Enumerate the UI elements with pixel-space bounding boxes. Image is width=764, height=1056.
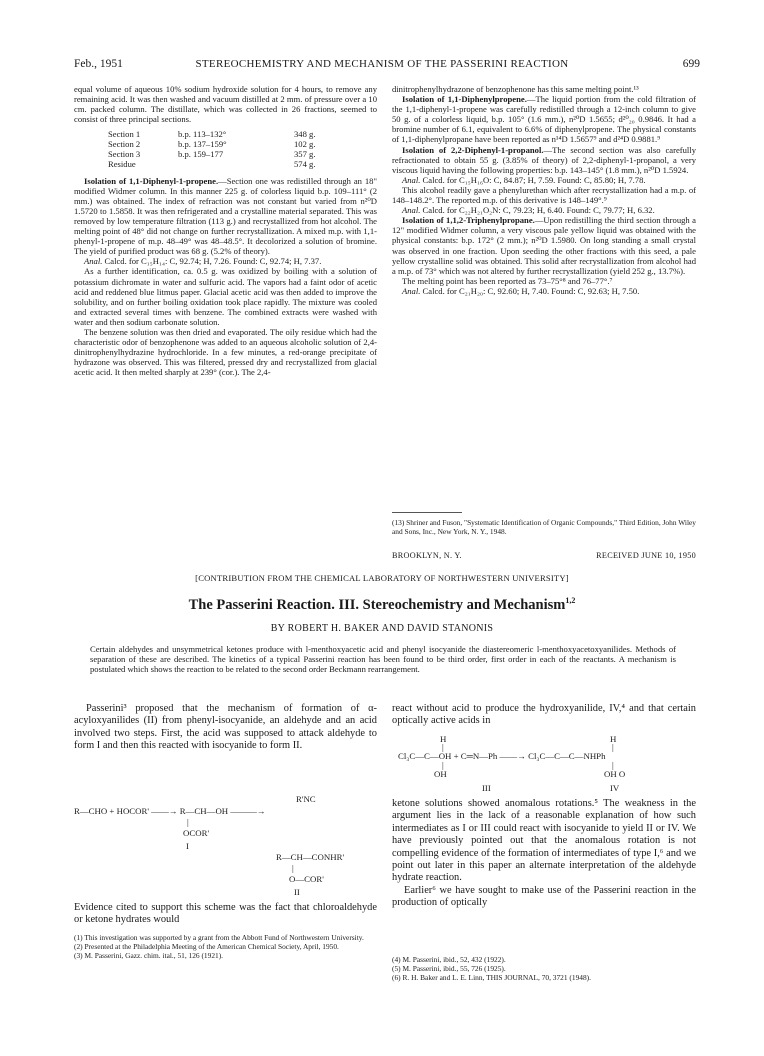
section-heading: Isolation of 2,2-Diphenyl-1-propanol. bbox=[402, 144, 544, 155]
footnote: (5) M. Passerini, ibid., 55, 726 (1925). bbox=[392, 964, 506, 973]
scheme2-bond: | bbox=[442, 760, 444, 770]
analysis-label: Anal. bbox=[84, 256, 103, 267]
paragraph: equal volume of aqueous 10% sodium hydroxide solution for 4 hours, to remove any remaining acid. It was then washed and vacuum distilled at 2 mm. of pressure over a 10 cm. packed column. The distillate, which was collected in 26 fractions, seemed to consist of three principal sections. bbox=[74, 84, 377, 125]
scheme2-label-III: III bbox=[482, 783, 491, 793]
footnote: (6) R. H. Baker and L. E. Linn, THIS JOURNAL, 70, 3721 (1948). bbox=[392, 973, 591, 982]
paragraph: dinitrophenylhydrazone of benzophenone has this same melting point.¹³ bbox=[392, 84, 639, 94]
footnotes-left bbox=[74, 933, 377, 960]
fraction-bp: b.p. 159–177 bbox=[178, 148, 224, 159]
scheme2-h-right: H bbox=[610, 734, 617, 744]
header-page-number: 699 bbox=[682, 58, 700, 70]
fraction-name: Section 1 bbox=[108, 129, 141, 140]
paragraph bbox=[74, 176, 377, 257]
article-title-footnote-marks: 1,2 bbox=[565, 596, 576, 605]
paragraph: Evidence cited to support this scheme was the fact that chloroaldehyde or ketone hydrates would bbox=[74, 902, 377, 926]
scheme2-h-left: H bbox=[440, 734, 447, 744]
scheme2-oh-left: OH bbox=[434, 769, 447, 779]
scheme2-bond: | bbox=[612, 742, 614, 752]
analysis bbox=[74, 256, 377, 266]
paragraph bbox=[392, 145, 696, 175]
scheme1-product-substituent: O—COR' bbox=[289, 874, 324, 884]
paragraph: ketone solutions showed anomalous rotations.⁵ The weakness in the argument lies in the lack of a reasonable explanation of how such intermediates as I or III could react with isocyanide to yield II or IV. We have previously pointed out that the anomalous rotation is not compelling evidence of the formation of intermediates of type I,⁶ and we point out later in this paper an alternate interpretation of the aldehyde hydrate reaction. bbox=[392, 798, 696, 884]
article-authors: BY ROBERT H. BAKER AND DAVID STANONIS bbox=[270, 623, 494, 634]
paragraph bbox=[392, 215, 696, 276]
fraction-name: Section 2 bbox=[108, 139, 141, 150]
footnote-13: (13) Shriner and Fuson, "Systematic Identification of Organic Compounds," Third Edition, John Wiley and Sons, Inc., New York, N. Y., 1948. bbox=[392, 518, 696, 536]
paragraph-text: —Upon redistilling the third section through a 12" modified Widmer column, a very viscous pale yellow liquid was obtained with the physical constants: b.p. 172° (2 mm.); n²⁰D 1.5980. On long standing a small crystal was observed in one fraction. Upon seeding the other fractions with this seed, a pale yellow crystalline solid was obtained. This solid after recrystallization from alcohol had a m.p. of 73° which was not altered by further recrystallization (yield 252 g., 13.7%). bbox=[392, 215, 696, 276]
scheme1-reagent: R'NC bbox=[296, 794, 316, 804]
table-row bbox=[108, 160, 315, 170]
header-running-title: STEREOCHEMISTRY AND MECHANISM OF THE PASSERINI REACTION bbox=[195, 58, 569, 70]
paragraph: Earlier⁶ we have sought to make use of the Passerini reaction in the production of optically bbox=[392, 884, 696, 909]
fraction-name: Residue bbox=[108, 158, 136, 169]
section-heading: Isolation of 1,1-Diphenylpropene. bbox=[402, 94, 527, 105]
paragraph: The melting point has been reported as 73–75°⁸ and 76–77°.⁷ bbox=[402, 275, 613, 286]
analysis bbox=[392, 205, 696, 215]
footnotes-right bbox=[392, 955, 696, 982]
paragraph-text: —The liquid portion from the cold filtration of the 1,1-diphenyl-1-propene was carefully redistilled through a 12-inch column to give 50 g. of a colorless liquid, b.p. 105° (1.6 mm.), n²⁰D 1.5655; d²⁰₂₀ 0.9846. It had a bromine number of 6.1, equivalent to 6.6% of diphenylpropene. The physical constants of 1,1-diphenylpropane have been reported as n¹⁴D 1.5657⁹ and d²⁴D 0.9881.⁹ bbox=[392, 94, 696, 145]
fractions-table bbox=[108, 130, 315, 169]
scheme1-substituent: OCOR' bbox=[183, 828, 210, 838]
analysis bbox=[392, 175, 696, 185]
scheme2-bond: | bbox=[442, 742, 444, 752]
footnote-divider bbox=[392, 512, 462, 513]
scheme1-bond: | bbox=[187, 817, 189, 827]
fraction-bp: b.p. 113–132° bbox=[178, 129, 227, 140]
scheme1-bond: | bbox=[292, 863, 294, 873]
analysis-text: Calcd. for C₁₅H₁₆O: C, 84.87; H, 7.59. Found: C, 85.80; H, 7.78. bbox=[420, 174, 646, 185]
fraction-mass: 102 g. bbox=[294, 139, 316, 150]
scheme1-equation: R—CHO + HOCOR' ——→ R—CH—OH ———→ bbox=[74, 806, 266, 816]
article-title bbox=[0, 596, 764, 614]
paragraph: As a further identification, ca. 0.5 g. was oxidized by boiling with a solution of potassium dichromate in water and sulfuric acid. The vapors had a faint odor of acetic acid and reddened blue litmus paper. Glacial acetic acid was then added to improve the solubility, and on further boiling oxidation took place rapidly. The mixture was cooled and extracted several times with benzene. The combined extracts were washed with water and then sodium carbonate solution. bbox=[74, 266, 377, 327]
fraction-mass: 348 g. bbox=[294, 129, 316, 140]
analysis-label: Anal. bbox=[402, 285, 421, 296]
left-body-2 bbox=[74, 902, 377, 927]
left-column-upper bbox=[74, 84, 377, 377]
right-body-2 bbox=[392, 798, 696, 910]
paragraph: Passerini³ proposed that the mechanism of formation of α-acyloxyanilides (II) from phenyl-isocyanide, an aldehyde and an acid involved two steps. First, the acid was supposed to attack aldehyde to form I and then this reacted with isocyanide to form II. bbox=[74, 703, 377, 752]
contribution-line: [CONTRIBUTION FROM THE CHEMICAL LABORATORY OF NORTHWESTERN UNIVERSITY] bbox=[195, 573, 569, 583]
scheme2-oh-right: OH O bbox=[604, 769, 626, 779]
scheme2-bond: | bbox=[612, 760, 614, 770]
fraction-bp bbox=[178, 160, 294, 170]
footnote: (1) This investigation was supported by a grant from the Abbott Fund of Northwestern University. bbox=[74, 933, 364, 942]
table-row bbox=[108, 150, 315, 160]
fraction-mass: 357 g. bbox=[294, 148, 316, 159]
paragraph: This alcohol readily gave a phenylurethan which after recrystallization had a m.p. of 148–148.2°. The reported m.p. of this derivative is 148–149°.⁹ bbox=[392, 184, 696, 206]
scheme2-label-IV: IV bbox=[610, 783, 620, 793]
paragraph-text: —The second section was also carefully refractionated to obtain 55 g. (3.85% of theory) of 2,2-diphenyl-1-propanol, a very viscous liquid having the following properties: b.p. 143–145° (1.8 mm.), n²⁰D 1.5924. bbox=[392, 144, 696, 175]
header-date: Feb., 1951 bbox=[74, 58, 123, 70]
right-body-1 bbox=[392, 703, 696, 728]
article-title-text: The Passerini Reaction. III. Stereochemistry and Mechanism bbox=[188, 596, 566, 613]
analysis-label: Anal. bbox=[402, 174, 421, 185]
footnote: (3) M. Passerini, Gazz. chim. ital., 51, 126 (1921). bbox=[74, 951, 224, 960]
fraction-bp: b.p. 137–159° bbox=[178, 139, 227, 150]
scheme1-label-II: II bbox=[294, 887, 300, 897]
footnote: (4) M. Passerini, ibid., 52, 432 (1922). bbox=[392, 955, 506, 964]
analysis bbox=[392, 286, 696, 296]
paragraph: The benzene solution was then dried and evaporated. The oily residue which had the characteristic odor of benzophenone was added to an aqueous alcoholic solution of 2,4-dinitrophenylhydrazine hydrochloride. In a few minutes, a red-orange precipitate of hydrazone was observed. This was filtered, pressed dry and recrystallized from glacial acetic acid. It then melted sharply at 239° (cor.). The 2,4- bbox=[74, 326, 377, 378]
fraction-mass: 574 g. bbox=[294, 158, 316, 169]
scheme2-equation: Cl₃C—C—OH + C═N—Ph ——→ Cl₃C—C—C—NHPh bbox=[398, 751, 606, 761]
right-column-upper bbox=[392, 84, 696, 296]
paragraph bbox=[392, 94, 696, 144]
section-heading: Isolation of 1,1-Diphenyl-1-propene. bbox=[84, 175, 219, 186]
footnote: (2) Presented at the Philadelphia Meeting of the American Chemical Society, April, 1950. bbox=[74, 942, 339, 951]
left-body-1 bbox=[74, 703, 377, 753]
analysis-text: Calcd. for C₂₁H₂₀: C, 92.60; H, 7.40. Found: C, 92.63; H, 7.50. bbox=[420, 285, 640, 296]
analysis-text: Calcd. for C₁₅H₁₄: C, 92.74; H, 7.26. Found: C, 92.74; H, 7.37. bbox=[102, 256, 322, 267]
paragraph-text: —Section one was redistilled through an 18" modified Widmer column. In this manner 225 g. of colorless liquid b.p. 109–111° (2 mm.) was obtained. The index of refraction was not constant but varied from n²⁰D 1.5720 to 1.5858. It was then refrigerated and a crystalline material separated. This was removed by low temperature filtration (113 g.) and recrystallized from hot alcohol. The melting point of 48° did not change on further recrystallization. A mixed m.p. with 1,1-phenyl-1-propene of m.p. 48–49° was 48–48.5°. It decolorized a solution of bromine. The yield of purified product was 68 g. (5.2% of theory). bbox=[74, 175, 377, 257]
analysis-text: Calcd. for C₂₂H₂₁O₂N: C, 79.23; H, 6.40. Found: C, 79.77; H, 6.32. bbox=[420, 205, 655, 216]
scheme1-label-I: I bbox=[186, 841, 189, 851]
scheme1-product: R—CH—CONHR' bbox=[276, 852, 345, 862]
article-abstract: Certain aldehydes and unsymmetrical ketones produce with l-menthoxyacetic acid and phenyl isocyanide the diastereomeric l-menthoxyacetoxyanilides. Methods of separation of these are described. The kinetics of a typical Passerini reaction has been found to be third order, first order in each of the reactants. A mechanism is postulated which shows the reaction to be related to the second order Beckmann rearrangement. bbox=[90, 644, 676, 675]
location: BROOKLYN, N. Y. bbox=[392, 551, 462, 560]
received-date: RECEIVED JUNE 10, 1950 bbox=[596, 551, 696, 560]
section-heading: Isolation of 1,1,2-Triphenylpropane. bbox=[402, 215, 535, 226]
analysis-label: Anal. bbox=[402, 205, 421, 216]
paragraph: react without acid to produce the hydroxyanilide, IV,⁴ and that certain optically active acids in bbox=[392, 703, 696, 727]
fraction-name: Section 3 bbox=[108, 148, 141, 159]
